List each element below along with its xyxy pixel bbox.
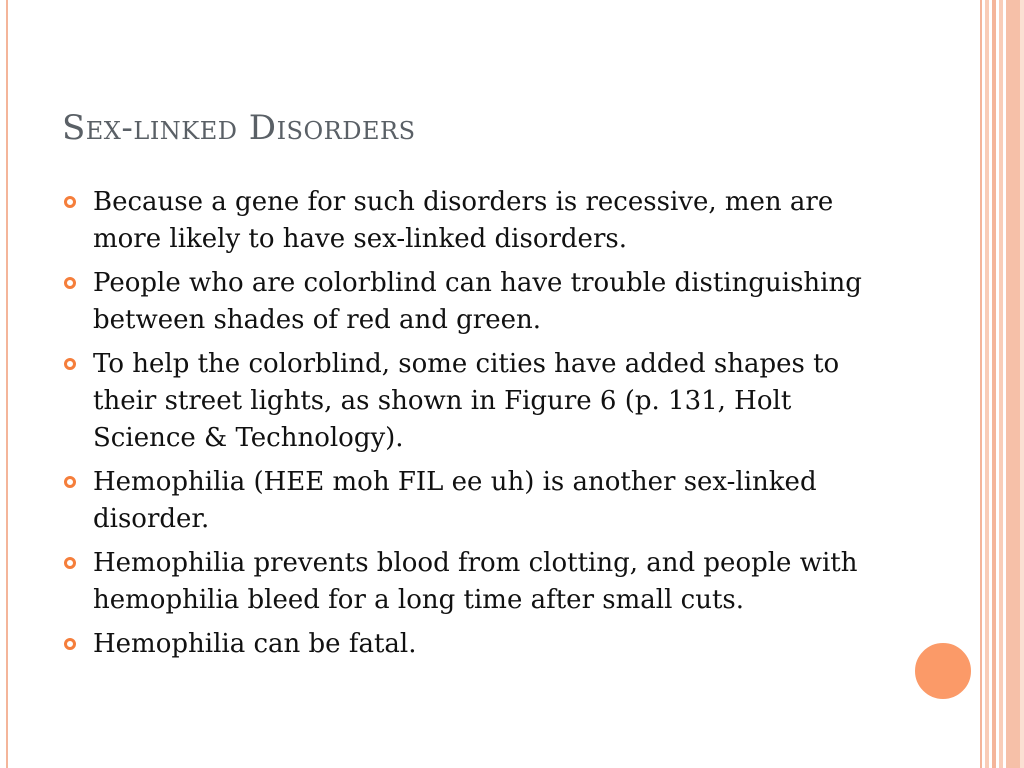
bullet-text: Because a gene for such disorders is recessive, men are more likely to have sex-linked disorders. xyxy=(93,187,834,254)
right-stripe xyxy=(980,0,982,768)
bullet-item xyxy=(62,346,892,457)
bullet-text: People who are colorblind can have trouble distinguishing between shades of red and green. xyxy=(93,268,862,335)
right-stripe xyxy=(1006,0,1020,768)
bullet-list xyxy=(62,184,892,670)
right-stripe xyxy=(999,0,1003,768)
right-stripe xyxy=(992,0,996,768)
bullet-text: Hemophilia can be fatal. xyxy=(93,629,417,659)
orange-circle-decoration xyxy=(912,640,974,702)
left-border-line xyxy=(6,0,8,768)
right-stripe xyxy=(1020,0,1024,768)
ring-bullet-icon xyxy=(64,358,76,370)
bullet-text: To help the colorblind, some cities have added shapes to their street lights, as shown in Figure 6 (p. 131, Holt Science & Technology). xyxy=(93,349,840,453)
bullet-text: Hemophilia (HEE moh FIL ee uh) is another sex-linked disorder. xyxy=(93,467,817,534)
ring-bullet-icon xyxy=(64,196,76,208)
bullet-item xyxy=(62,184,892,258)
ring-bullet-icon xyxy=(64,476,76,488)
slide-title: Sex-linked Disorders xyxy=(62,108,416,148)
ring-bullet-icon xyxy=(64,277,76,289)
bullet-item xyxy=(62,545,892,619)
bullet-item xyxy=(62,265,892,339)
ring-bullet-icon xyxy=(64,638,76,650)
ring-bullet-icon xyxy=(64,557,76,569)
bullet-item xyxy=(62,464,892,538)
bullet-item xyxy=(62,626,892,663)
right-stripe xyxy=(985,0,989,768)
bullet-text: Hemophilia prevents blood from clotting, and people with hemophilia bleed for a long time after small cuts. xyxy=(93,548,858,615)
